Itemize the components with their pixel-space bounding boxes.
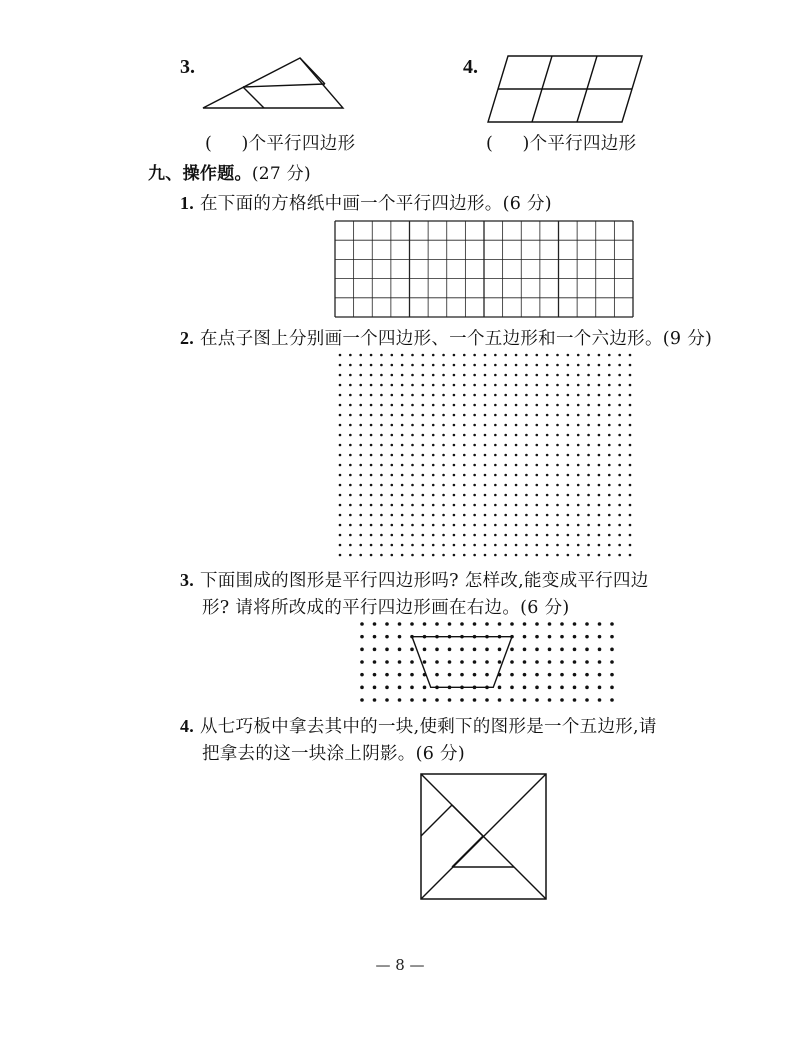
question-4-text-line-1: 从七巧板中拿去其中的一块,使剩下的图形是一个五边形,请 <box>199 717 657 737</box>
question-1-text: 在下面的方格纸中画一个平行四边形。(6 分) <box>199 194 552 214</box>
prev-q4-suffix: 个平行四边形 <box>529 134 637 154</box>
prev-q3-blank[interactable]: ( ) <box>205 134 249 154</box>
question-2-number: 2. <box>180 328 195 348</box>
prev-q3-suffix: 个平行四边形 <box>248 134 356 154</box>
prev-q3-number: 3. <box>180 56 195 78</box>
question-2-text: 在点子图上分别画一个四边形、一个五边形和一个六边形。(9 分) <box>199 329 713 349</box>
question-3-number: 3. <box>180 570 195 590</box>
question-3-text-line-1: 下面围成的图形是平行四边形吗? 怎样改,能变成平行四边 <box>199 571 649 591</box>
question-1-number: 1. <box>180 193 195 213</box>
prev-q4-number: 4. <box>463 56 478 78</box>
prev-q4-blank[interactable]: ( ) <box>486 134 530 154</box>
section-title: 九、操作题。 <box>148 164 252 184</box>
question-4-line-2: 把拿去的这一块涂上阴影。(6 分) <box>202 744 465 764</box>
question-4-number: 4. <box>180 716 195 736</box>
question-3-line-2: 形? 请将所改成的平行四边形画在右边。(6 分) <box>202 598 570 618</box>
page-number: — 8 — <box>375 956 425 974</box>
section-points: (27 分) <box>251 164 311 184</box>
